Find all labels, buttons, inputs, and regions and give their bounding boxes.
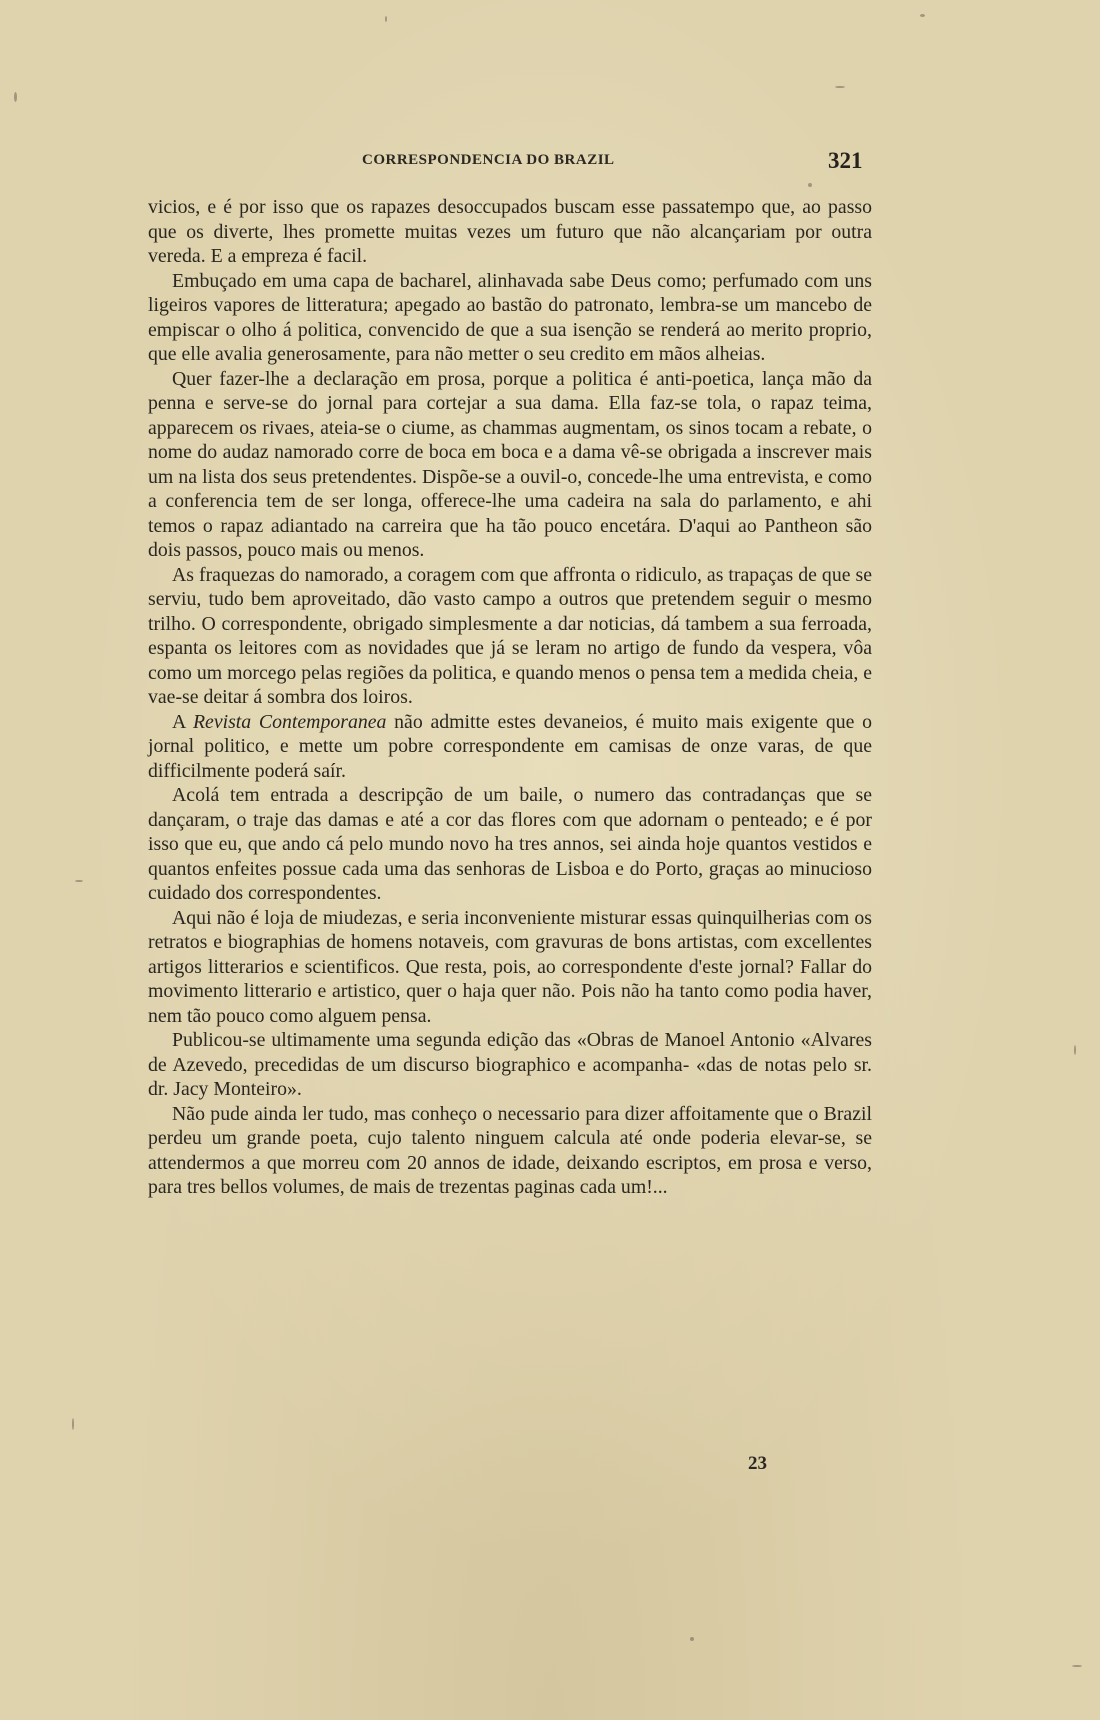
paper-speck — [1074, 1045, 1076, 1055]
paragraph-4: As fraquezas do namorado, a coragem com que affronta o ridiculo, as trapaças de que se serviu, tudo bem aproveitado, dão vasto campo a outros que pretendem seguir o mesmo trilho. O correspondente, obrigado simplesmente a dar noticias, dá tambem a sua ferroada, espanta os leitores com as novidades que já se leram no artigo de fundo da vespera, vôa como um morcego pelas regiões da politica, e quando menos o pensa tem a medida cheia, e vae-se deitar á sombra dos loiros. — [148, 563, 872, 708]
journal-title: Revista Contemporanea — [192, 710, 387, 733]
paragraph-5-prefix: A — [172, 710, 193, 733]
paragraph-2: Embuçado em uma capa de bacharel, alinhavada sabe Deus como; perfumado com uns ligeiros vapores de litteratura; apegado ao bastão do patronato, lembra-se um mancebo de empiscar o olho á politica, convencido de que a sua isenção se renderá ao merito proprio, que elle avalia generosamente, para não metter o seu credito em mãos alheias. — [148, 269, 872, 365]
body-text — [148, 195, 872, 1200]
paper-speck — [808, 183, 812, 187]
paper-speck — [1072, 1665, 1082, 1667]
page-number: 321 — [828, 148, 863, 173]
paragraph-3: Quer fazer-lhe a declaração em prosa, porque a politica é anti-poetica, lança mão da penna e serve-se do jornal para cortejar a sua dama. Ella faz-se tola, o rapaz teima, apparecem os rivaes, ateia-se o ciume, as chammas augmentam, os sinos tocam a rebate, o nome do audaz namorado corre de boca em boca e a dama vê-se obrigada a inscrever mais um na lista dos seus pretendentes. Dispõe-se a ouvil-o, concede-lhe uma entrevista, e como a conferencia tem de ser longa, offerece-lhe uma cadeira na sala do parlamento, e ahi temos o rapaz adiantado na carreira que ha tão pouco encetára. D'aqui ao Pantheon são dois passos, pouco mais ou menos. — [148, 367, 872, 561]
paper-speck — [690, 1637, 694, 1641]
running-title: CORRESPONDENCIA DO BRAZIL — [362, 152, 615, 168]
paper-speck — [835, 86, 845, 88]
paragraph-5-suffix: não admitte estes devaneios, é muito mais exigente que o jornal politico, e mette um pobre correspondente em camisas de onze varas, de que difficilmente poderá saír. — [148, 710, 873, 782]
paragraph-9: Não pude ainda ler tudo, mas conheço o necessario para dizer affoitamente que o Brazil perdeu um grande poeta, cujo talento ninguem calcula até onde poderia elevar-se, se attendermos a que morreu com 20 annos de idade, deixando escriptos, em prosa e verso, para tres bellos volumes, de mais de trezentas paginas cada um!... — [148, 1102, 872, 1198]
paper-speck — [920, 14, 925, 17]
paper-speck — [75, 880, 83, 882]
paper-speck — [385, 16, 387, 22]
signature-mark: 23 — [748, 1453, 767, 1474]
paragraph-1: vicios, e é por isso que os rapazes desoccupados buscam esse passatempo que, ao passo que os diverte, lhes promette muitas vezes um futuro que não alcançariam por outra vereda. E a empreza é facil. — [148, 196, 872, 267]
paper-speck — [14, 92, 17, 102]
paragraph-7: Aqui não é loja de miudezas, e seria inconveniente misturar essas quinquilherias com os retratos e biographias de homens notaveis, com gravuras de bons artistas, com excellentes artigos litterarios e scientificos. Que resta, pois, ao correspondente d'este jornal? Fallar do movimento litterario e artistico, quer o haja quer não. Pois não ha tanto como podia haver, nem tão pouco como alguem pensa. — [148, 906, 872, 1027]
paper-speck — [72, 1418, 74, 1430]
paragraph-6: Acolá tem entrada a descripção de um baile, o numero das contradanças que se dançaram, o traje das damas e até a cor das flores com que adornam o penteado; e é por isso que eu, que ando cá pelo mundo novo ha tres annos, sei ainda hoje quantos vestidos e quantos enfeites possue cada uma das senhoras de Lisboa e do Porto, graças ao minucioso cuidado dos correspondentes. — [148, 784, 872, 904]
paragraph-8: Publicou-se ultimamente uma segunda edição das «Obras de Manoel Antonio «Alvares de Azevedo, precedidas de um discurso biographico e acompanha- «das de notas pelo sr. dr. Jacy Monteiro». — [148, 1029, 872, 1100]
paragraph-5 — [148, 710, 872, 784]
